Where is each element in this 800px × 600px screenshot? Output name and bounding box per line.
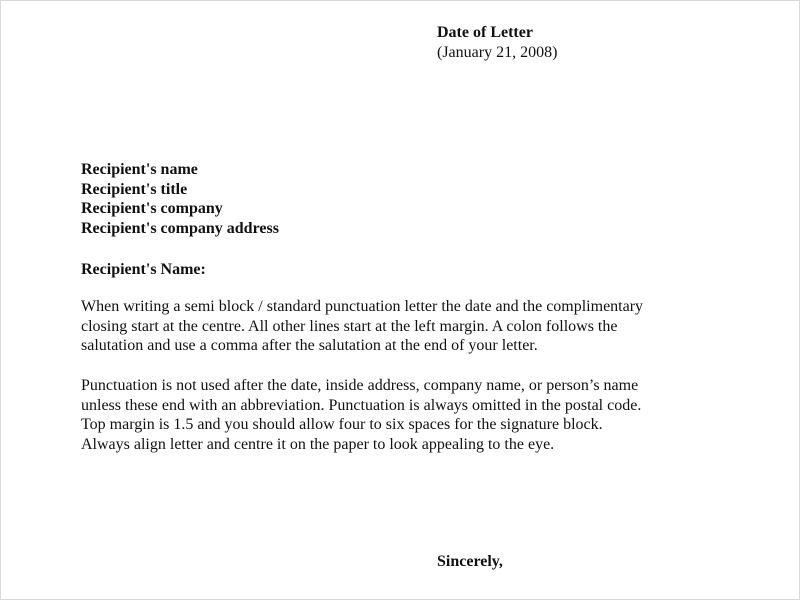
paragraph-2-line-4: Always align letter and centre it on the paper to look appealing to the eye. bbox=[81, 435, 555, 453]
recipient-title-line: Recipient's title bbox=[81, 180, 188, 198]
date-block bbox=[437, 23, 557, 62]
closing: Sincerely, bbox=[437, 553, 503, 570]
recipient-address-line: Recipient's company address bbox=[81, 219, 279, 237]
paragraph-1-line-2: closing start at the centre. All other lines start at the left margin. A colon follows the bbox=[81, 317, 618, 335]
salutation: Recipient's Name: bbox=[81, 261, 206, 278]
date-heading: Date of Letter bbox=[437, 24, 533, 41]
body-paragraph-2 bbox=[81, 376, 701, 454]
paragraph-2-line-2: unless these end with an abbreviation. Punctuation is always omitted in the postal code. bbox=[81, 396, 642, 414]
date-value: (January 21, 2008) bbox=[437, 43, 558, 61]
paragraph-2-line-1: Punctuation is not used after the date, inside address, company name, or person’s name bbox=[81, 377, 639, 394]
paragraph-1-line-3: salutation and use a comma after the salutation at the end of your letter. bbox=[81, 337, 538, 354]
paragraph-1-line-1: When writing a semi block / standard punctuation letter the date and the complimentary bbox=[81, 298, 644, 315]
body-paragraph-1 bbox=[81, 297, 701, 356]
recipient-address-block bbox=[81, 160, 279, 238]
paragraph-2-line-3: Top margin is 1.5 and you should allow four to six spaces for the signature block. bbox=[81, 416, 603, 433]
recipient-name-line: Recipient's name bbox=[81, 161, 198, 178]
recipient-company-line: Recipient's company bbox=[81, 200, 223, 217]
